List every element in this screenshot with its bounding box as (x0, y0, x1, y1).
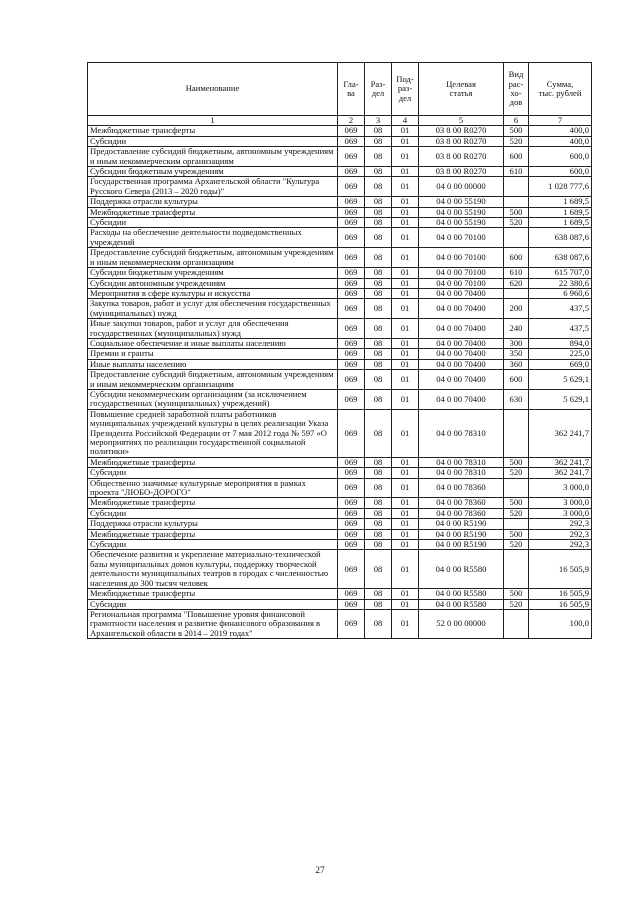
cell-sum: 100,0 (529, 609, 592, 638)
cell-razdel: 08 (365, 498, 392, 508)
cell-sum: 5 629,1 (529, 370, 592, 390)
cell-name: Межбюджетные трансферты (88, 126, 338, 136)
cell-target: 04 0 00 78310 (419, 457, 504, 467)
cell-vid (504, 197, 529, 207)
cell-name: Общественно значимые культурные мероприятия в рамках проекта "ЛЮБО-ДОРОГО" (88, 478, 338, 498)
cell-podrazdel: 01 (392, 389, 419, 409)
cell-name: Иные выплаты населению (88, 359, 338, 369)
cell-vid: 500 (504, 207, 529, 217)
cell-name: Закупка товаров, работ и услуг для обеспечения государственных (муниципальных) нужд (88, 299, 338, 319)
cell-glava: 069 (338, 268, 365, 278)
cell-name: Иные закупки товаров, работ и услуг для обеспечения государственных (муниципальных) нужд (88, 319, 338, 339)
cell-sum: 437,5 (529, 299, 592, 319)
cell-podrazdel: 01 (392, 136, 419, 146)
table-row (88, 319, 592, 339)
cell-razdel: 08 (365, 177, 392, 197)
cell-podrazdel: 01 (392, 288, 419, 298)
cell-razdel: 08 (365, 519, 392, 529)
table-body (88, 126, 592, 639)
cell-podrazdel: 01 (392, 540, 419, 550)
table-row (88, 126, 592, 136)
cell-razdel: 08 (365, 540, 392, 550)
cell-razdel: 08 (365, 478, 392, 498)
cell-podrazdel: 01 (392, 299, 419, 319)
cell-glava: 069 (338, 457, 365, 467)
cell-target: 04 0 00 70400 (419, 288, 504, 298)
cell-target: 03 8 00 R0270 (419, 126, 504, 136)
cell-glava: 069 (338, 126, 365, 136)
cell-sum: 437,5 (529, 319, 592, 339)
cell-glava: 069 (338, 167, 365, 177)
cell-glava: 069 (338, 248, 365, 268)
cell-razdel: 08 (365, 508, 392, 518)
cell-sum: 894,0 (529, 338, 592, 348)
cell-sum: 669,0 (529, 359, 592, 369)
cell-sum: 615 707,0 (529, 268, 592, 278)
header-sum: Сумма, тыс. рублей (529, 63, 592, 116)
column-number: 6 (504, 116, 529, 126)
cell-podrazdel: 01 (392, 228, 419, 248)
cell-target: 04 0 00 78360 (419, 508, 504, 518)
table-row (88, 370, 592, 390)
cell-sum: 400,0 (529, 126, 592, 136)
cell-target: 04 0 00 70400 (419, 370, 504, 390)
table-row (88, 136, 592, 146)
cell-sum: 638 087,6 (529, 248, 592, 268)
cell-podrazdel: 01 (392, 126, 419, 136)
cell-glava: 069 (338, 359, 365, 369)
cell-target: 04 0 00 70100 (419, 268, 504, 278)
cell-podrazdel: 01 (392, 177, 419, 197)
cell-razdel: 08 (365, 248, 392, 268)
table-row (88, 288, 592, 298)
cell-podrazdel: 01 (392, 599, 419, 609)
cell-target: 04 0 00 R5580 (419, 599, 504, 609)
cell-target: 04 0 00 70400 (419, 389, 504, 409)
cell-sum: 225,0 (529, 349, 592, 359)
table-row (88, 550, 592, 589)
cell-glava: 069 (338, 589, 365, 599)
cell-vid: 610 (504, 268, 529, 278)
cell-podrazdel: 01 (392, 529, 419, 539)
cell-vid: 520 (504, 540, 529, 550)
cell-razdel: 08 (365, 278, 392, 288)
header-razdel: Раз- дел (365, 63, 392, 116)
cell-razdel: 08 (365, 319, 392, 339)
cell-sum: 362 241,7 (529, 457, 592, 467)
cell-vid: 600 (504, 248, 529, 268)
cell-vid: 520 (504, 136, 529, 146)
cell-vid: 500 (504, 498, 529, 508)
cell-razdel: 08 (365, 338, 392, 348)
cell-glava: 069 (338, 147, 365, 167)
cell-vid (504, 478, 529, 498)
table-row (88, 248, 592, 268)
cell-target: 03 8 00 R0270 (419, 147, 504, 167)
cell-podrazdel: 01 (392, 409, 419, 457)
cell-podrazdel: 01 (392, 519, 419, 529)
cell-target: 04 0 00 70400 (419, 349, 504, 359)
cell-glava: 069 (338, 136, 365, 146)
column-number: 4 (392, 116, 419, 126)
cell-razdel: 08 (365, 468, 392, 478)
cell-podrazdel: 01 (392, 207, 419, 217)
cell-sum: 292,3 (529, 519, 592, 529)
cell-name: Субсидии (88, 218, 338, 228)
cell-target: 04 0 00 70400 (419, 319, 504, 339)
cell-target: 04 0 00 70100 (419, 228, 504, 248)
cell-target: 03 8 00 R0270 (419, 167, 504, 177)
cell-vid (504, 409, 529, 457)
table-row (88, 540, 592, 550)
cell-podrazdel: 01 (392, 248, 419, 268)
table-row (88, 609, 592, 638)
cell-razdel: 08 (365, 609, 392, 638)
cell-glava: 069 (338, 468, 365, 478)
cell-sum: 1 028 777,6 (529, 177, 592, 197)
cell-glava: 069 (338, 228, 365, 248)
cell-vid (504, 228, 529, 248)
table-row (88, 359, 592, 369)
cell-vid: 630 (504, 389, 529, 409)
cell-razdel: 08 (365, 409, 392, 457)
cell-target: 04 0 00 55190 (419, 218, 504, 228)
cell-razdel: 08 (365, 589, 392, 599)
table-row (88, 529, 592, 539)
cell-razdel: 08 (365, 218, 392, 228)
cell-vid: 520 (504, 508, 529, 518)
table-row (88, 167, 592, 177)
cell-sum: 362 241,7 (529, 409, 592, 457)
cell-razdel: 08 (365, 370, 392, 390)
budget-table (87, 62, 592, 639)
cell-podrazdel: 01 (392, 498, 419, 508)
cell-sum: 6 960,6 (529, 288, 592, 298)
cell-target: 04 0 00 00000 (419, 177, 504, 197)
cell-razdel: 08 (365, 268, 392, 278)
cell-glava: 069 (338, 349, 365, 359)
cell-razdel: 08 (365, 228, 392, 248)
table-row (88, 278, 592, 288)
cell-name: Предоставление субсидий бюджетным, автономным учреждениям и иным некоммерческим организациям (88, 147, 338, 167)
cell-target: 04 0 00 55190 (419, 197, 504, 207)
cell-vid: 500 (504, 457, 529, 467)
table-row (88, 389, 592, 409)
cell-glava: 069 (338, 478, 365, 498)
cell-name: Субсидии бюджетным учреждениям (88, 268, 338, 278)
cell-podrazdel: 01 (392, 268, 419, 278)
cell-sum: 1 689,5 (529, 197, 592, 207)
cell-target: 04 0 00 78360 (419, 478, 504, 498)
cell-name: Субсидии (88, 136, 338, 146)
cell-vid (504, 519, 529, 529)
cell-sum: 600,0 (529, 147, 592, 167)
cell-name: Государственная программа Архангельской области "Культура Русского Севера (2013 – 2020 годы)" (88, 177, 338, 197)
table-row (88, 519, 592, 529)
cell-glava: 069 (338, 319, 365, 339)
cell-name: Субсидии некоммерческим организациям (за исключением государственных (муниципальных) учреждений) (88, 389, 338, 409)
cell-vid (504, 177, 529, 197)
cell-razdel: 08 (365, 359, 392, 369)
cell-razdel: 08 (365, 529, 392, 539)
cell-name: Субсидии (88, 468, 338, 478)
column-number: 3 (365, 116, 392, 126)
cell-razdel: 08 (365, 299, 392, 319)
cell-sum: 400,0 (529, 136, 592, 146)
cell-razdel: 08 (365, 288, 392, 298)
header-name: Наименование (88, 63, 338, 116)
cell-glava: 069 (338, 609, 365, 638)
cell-sum: 362 241,7 (529, 468, 592, 478)
cell-name: Мероприятия в сфере культуры и искусства (88, 288, 338, 298)
table-row (88, 147, 592, 167)
cell-vid: 500 (504, 126, 529, 136)
cell-podrazdel: 01 (392, 550, 419, 589)
header-vid: Вид рас- хо- дов (504, 63, 529, 116)
cell-sum: 1 689,5 (529, 207, 592, 217)
cell-glava: 069 (338, 519, 365, 529)
cell-podrazdel: 01 (392, 589, 419, 599)
cell-razdel: 08 (365, 207, 392, 217)
cell-name: Межбюджетные трансферты (88, 529, 338, 539)
cell-sum: 292,3 (529, 529, 592, 539)
cell-glava: 069 (338, 288, 365, 298)
cell-vid: 520 (504, 468, 529, 478)
cell-vid: 520 (504, 599, 529, 609)
cell-name: Предоставление субсидий бюджетным, автономным учреждениям и иным некоммерческим организациям (88, 370, 338, 390)
cell-vid: 600 (504, 370, 529, 390)
cell-glava: 069 (338, 550, 365, 589)
cell-glava: 069 (338, 498, 365, 508)
table-row (88, 268, 592, 278)
cell-podrazdel: 01 (392, 338, 419, 348)
header-podrazdel: Под- раз- дел (392, 63, 419, 116)
cell-razdel: 08 (365, 389, 392, 409)
cell-name: Субсидии (88, 540, 338, 550)
cell-podrazdel: 01 (392, 349, 419, 359)
cell-podrazdel: 01 (392, 468, 419, 478)
cell-vid (504, 288, 529, 298)
cell-name: Межбюджетные трансферты (88, 589, 338, 599)
table-row (88, 349, 592, 359)
cell-glava: 069 (338, 177, 365, 197)
table-row (88, 498, 592, 508)
cell-vid (504, 609, 529, 638)
cell-vid: 620 (504, 278, 529, 288)
table-row (88, 207, 592, 217)
cell-podrazdel: 01 (392, 197, 419, 207)
cell-target: 04 0 00 70100 (419, 248, 504, 268)
cell-target: 04 0 00 78360 (419, 498, 504, 508)
cell-target: 52 0 00 00000 (419, 609, 504, 638)
cell-razdel: 08 (365, 197, 392, 207)
cell-razdel: 08 (365, 349, 392, 359)
table-row (88, 338, 592, 348)
cell-sum: 16 505,9 (529, 589, 592, 599)
cell-sum: 638 087,6 (529, 228, 592, 248)
cell-target: 04 0 00 78310 (419, 409, 504, 457)
cell-sum: 16 505,9 (529, 599, 592, 609)
table-row (88, 299, 592, 319)
cell-name: Социальное обеспечение и иные выплаты населению (88, 338, 338, 348)
column-number: 5 (419, 116, 504, 126)
cell-razdel: 08 (365, 126, 392, 136)
cell-name: Поддержка отрасли культуры (88, 519, 338, 529)
cell-name: Премии и гранты (88, 349, 338, 359)
cell-name: Расходы на обеспечение деятельности подведомственных учреждений (88, 228, 338, 248)
table-row (88, 589, 592, 599)
cell-podrazdel: 01 (392, 508, 419, 518)
cell-sum: 22 380,6 (529, 278, 592, 288)
cell-sum: 3 000,0 (529, 478, 592, 498)
cell-glava: 069 (338, 540, 365, 550)
cell-name: Межбюджетные трансферты (88, 498, 338, 508)
cell-vid: 520 (504, 218, 529, 228)
cell-razdel: 08 (365, 136, 392, 146)
cell-sum: 5 629,1 (529, 389, 592, 409)
cell-target: 04 0 00 70400 (419, 299, 504, 319)
cell-glava: 069 (338, 389, 365, 409)
column-number: 7 (529, 116, 592, 126)
cell-vid: 600 (504, 147, 529, 167)
cell-glava: 069 (338, 370, 365, 390)
cell-podrazdel: 01 (392, 370, 419, 390)
cell-vid: 500 (504, 529, 529, 539)
cell-name: Предоставление субсидий бюджетным, автономным учреждениям и иным некоммерческим организациям (88, 248, 338, 268)
cell-vid: 240 (504, 319, 529, 339)
cell-target: 04 0 00 70400 (419, 338, 504, 348)
cell-name: Субсидии автономным учреждениям (88, 278, 338, 288)
cell-sum: 3 000,0 (529, 508, 592, 518)
cell-glava: 069 (338, 218, 365, 228)
header-target: Целевая статья (419, 63, 504, 116)
cell-vid: 500 (504, 589, 529, 599)
column-number-row (88, 116, 592, 126)
cell-podrazdel: 01 (392, 359, 419, 369)
cell-sum: 3 000,0 (529, 498, 592, 508)
cell-name: Поддержка отрасли культуры (88, 197, 338, 207)
cell-razdel: 08 (365, 457, 392, 467)
cell-podrazdel: 01 (392, 147, 419, 167)
cell-sum: 292,3 (529, 540, 592, 550)
cell-vid: 360 (504, 359, 529, 369)
table-row (88, 197, 592, 207)
cell-target: 04 0 00 R5580 (419, 589, 504, 599)
table-row (88, 599, 592, 609)
cell-target: 04 0 00 70100 (419, 278, 504, 288)
cell-target: 04 0 00 78310 (419, 468, 504, 478)
header-row (88, 63, 592, 116)
cell-podrazdel: 01 (392, 278, 419, 288)
cell-podrazdel: 01 (392, 457, 419, 467)
table-row (88, 228, 592, 248)
cell-vid: 610 (504, 167, 529, 177)
column-number: 1 (88, 116, 338, 126)
cell-target: 03 8 00 R0270 (419, 136, 504, 146)
cell-glava: 069 (338, 207, 365, 217)
cell-glava: 069 (338, 299, 365, 319)
cell-name: Обеспечение развития и укрепление материально-технической базы муниципальных домов культуры, поддержку творческой деятельности муниципальных театров в городах с численностью населения до 300 тысяч человек (88, 550, 338, 589)
cell-name: Субсидии бюджетным учреждениям (88, 167, 338, 177)
cell-glava: 069 (338, 338, 365, 348)
table-row (88, 468, 592, 478)
cell-razdel: 08 (365, 167, 392, 177)
cell-sum: 600,0 (529, 167, 592, 177)
table-row (88, 457, 592, 467)
cell-name: Повышение средней заработной платы работников муниципальных учреждений культуры в целях реализации Указа Президента Российской Федерации от 7 мая 2012 года № 597 «О мероприятиях по реализации государственной социальной политики» (88, 409, 338, 457)
table-row (88, 218, 592, 228)
cell-sum: 16 505,9 (529, 550, 592, 589)
cell-razdel: 08 (365, 599, 392, 609)
cell-podrazdel: 01 (392, 609, 419, 638)
cell-name: Региональная программа "Повышение уровня финансовой грамотности населения и развитие финансового образования в Архангельской области в 2014 – 2019 годах" (88, 609, 338, 638)
table-row (88, 177, 592, 197)
cell-glava: 069 (338, 529, 365, 539)
cell-vid: 200 (504, 299, 529, 319)
cell-vid: 300 (504, 338, 529, 348)
cell-razdel: 08 (365, 147, 392, 167)
cell-razdel: 08 (365, 550, 392, 589)
cell-glava: 069 (338, 197, 365, 207)
page-number: 27 (315, 866, 325, 876)
table-row (88, 508, 592, 518)
cell-target: 04 0 00 R5190 (419, 540, 504, 550)
cell-name: Субсидии (88, 599, 338, 609)
cell-name: Межбюджетные трансферты (88, 457, 338, 467)
table-row (88, 409, 592, 457)
column-number: 2 (338, 116, 365, 126)
cell-target: 04 0 00 R5190 (419, 519, 504, 529)
cell-vid (504, 550, 529, 589)
cell-glava: 069 (338, 409, 365, 457)
cell-target: 04 0 00 R5190 (419, 529, 504, 539)
cell-name: Межбюджетные трансферты (88, 207, 338, 217)
cell-glava: 069 (338, 278, 365, 288)
cell-glava: 069 (338, 508, 365, 518)
cell-vid: 350 (504, 349, 529, 359)
cell-sum: 1 689,5 (529, 218, 592, 228)
cell-target: 04 0 00 55190 (419, 207, 504, 217)
cell-target: 04 0 00 R5580 (419, 550, 504, 589)
cell-name: Субсидии (88, 508, 338, 518)
cell-podrazdel: 01 (392, 319, 419, 339)
header-glava: Гла- ва (338, 63, 365, 116)
cell-podrazdel: 01 (392, 218, 419, 228)
cell-glava: 069 (338, 599, 365, 609)
cell-target: 04 0 00 70400 (419, 359, 504, 369)
cell-podrazdel: 01 (392, 167, 419, 177)
table-row (88, 478, 592, 498)
cell-podrazdel: 01 (392, 478, 419, 498)
